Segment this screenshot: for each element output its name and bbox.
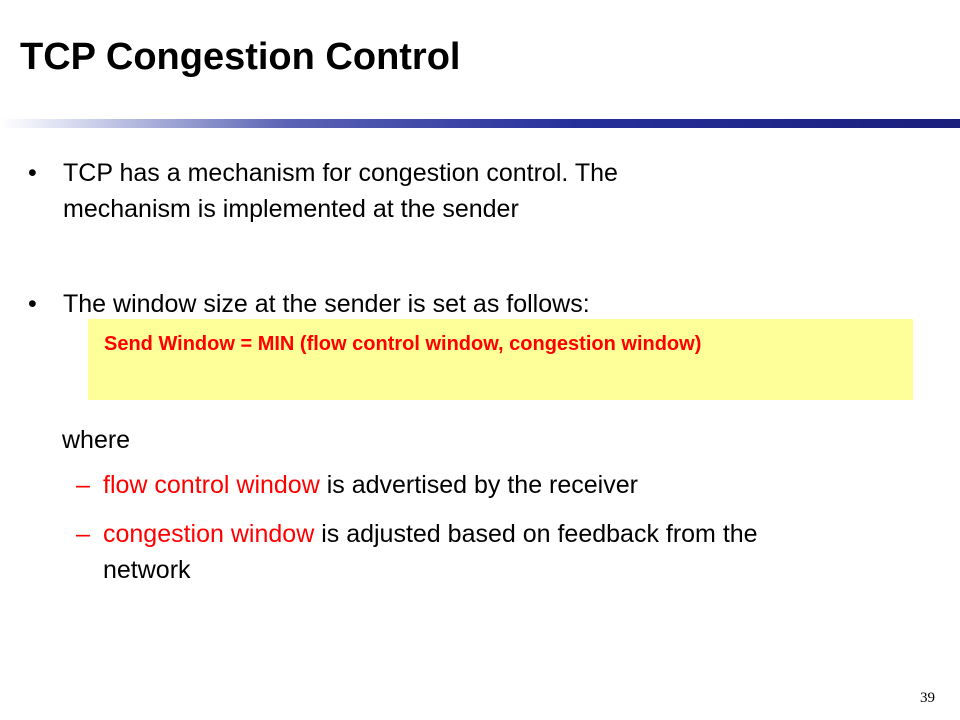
bullet-marker: •: [28, 290, 37, 318]
sub-bullet-rest: is adjusted based on feedback from the: [314, 520, 758, 548]
bullet-line: mechanism is implemented at the sender: [63, 195, 519, 223]
slide-title: TCP Congestion Control: [20, 36, 461, 78]
formula-box: [88, 319, 913, 400]
where-label: where: [62, 426, 131, 454]
bullet-text: [63, 286, 883, 322]
title-divider: [0, 119, 960, 128]
sub-bullet-line: [103, 516, 758, 552]
flow-control-window-term: flow control window: [103, 471, 320, 499]
congestion-window-term: congestion window: [103, 520, 315, 548]
send-window-formula: Send Window = MIN (flow control window, congestion window): [104, 333, 702, 355]
sub-bullet-text: [103, 516, 758, 588]
sub-bullet-rest: is advertised by the receiver: [319, 471, 638, 499]
bullet-line: The window size at the sender is set as follows:: [63, 290, 590, 318]
sub-bullet-line: network: [103, 556, 191, 584]
bullet-line: TCP has a mechanism for congestion control. The: [63, 159, 618, 187]
dash-marker: –: [76, 471, 90, 499]
page-number: 39: [920, 690, 935, 706]
dash-marker: –: [76, 520, 90, 548]
bullet-marker: •: [28, 159, 37, 187]
bullet-text: [63, 155, 883, 227]
sub-bullet-text: [103, 467, 638, 503]
